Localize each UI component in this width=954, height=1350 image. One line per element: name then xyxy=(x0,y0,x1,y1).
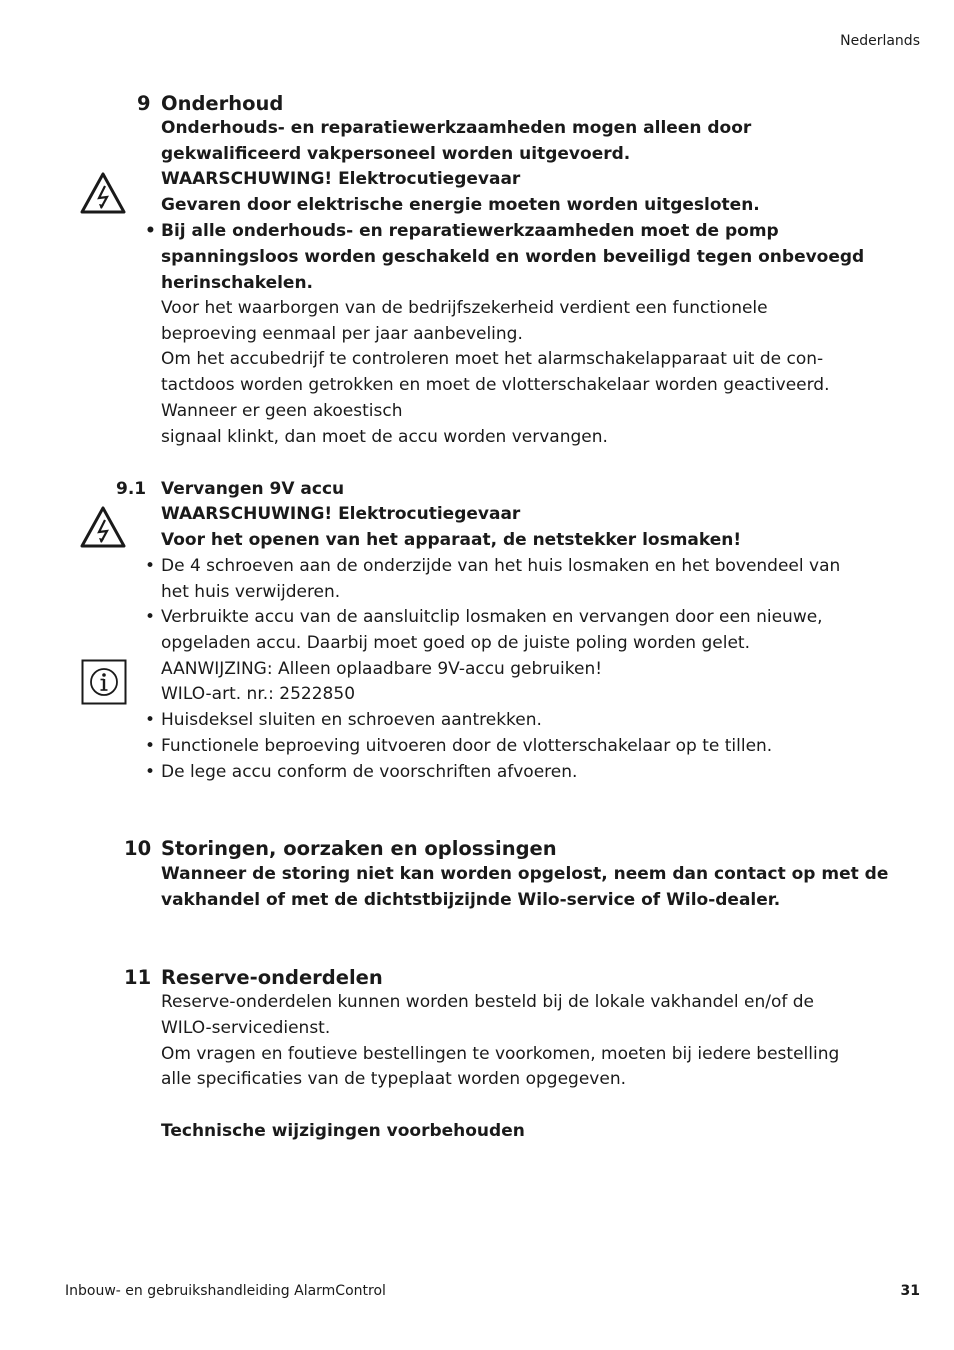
section-9-bullet: • xyxy=(145,221,156,241)
note-line-1: AANWIJZING: Alleen oplaadbare 9V-accu gebruiken! xyxy=(161,659,603,679)
section-9-warning-title: WAARSCHUWING! Elektrocutiegevaar xyxy=(161,169,521,189)
section-11-number: 11 xyxy=(124,966,152,989)
step-2-line-1: Verbruikte accu van de aansluitclip losmaken en vervangen door een nieuwe, xyxy=(161,607,823,627)
section-9-warning-text: Gevaren door elektrische energie moeten worden uitgesloten. xyxy=(161,195,760,215)
step-5-bullet: • xyxy=(145,762,156,782)
electrical-hazard-icon xyxy=(79,171,127,215)
section-9-body-line-4: tactdoos worden getrokken en moet de vlotterschakelaar worden geactiveerd. xyxy=(161,375,830,395)
section-9-bullet-line-1: Bij alle onderhouds- en reparatiewerkzaamheden moet de pomp xyxy=(161,221,779,241)
section-9-body-line-1: Voor het waarborgen van de bedrijfszekerheid verdient een functionele xyxy=(161,298,768,318)
step-4: Functionele beproeving uitvoeren door de vlotterschakelaar op te tillen. xyxy=(161,736,773,756)
step-3-bullet: • xyxy=(145,710,156,730)
section-9-body-line-5: Wanneer er geen akoestisch xyxy=(161,401,403,421)
note-line-2: WILO-art. nr.: 2522850 xyxy=(161,684,356,704)
section-9-1-title: Vervangen 9V accu xyxy=(161,479,345,499)
section-11-text-line-1: Reserve-onderdelen kunnen worden besteld bij de lokale vakhandel en/of de xyxy=(161,992,814,1012)
info-icon xyxy=(81,659,127,705)
section-9-1-warning-title: WAARSCHUWING! Elektrocutiegevaar xyxy=(161,504,521,524)
step-1-bullet: • xyxy=(145,556,156,576)
step-1-line-2: het huis verwijderen. xyxy=(161,582,341,602)
section-10-text-line-2: vakhandel of met de dichtstbijzijnde Wilo-service of Wilo-dealer. xyxy=(161,890,781,910)
electrical-hazard-icon xyxy=(79,505,127,549)
section-9-1-warning-text: Voor het openen van het apparaat, de netstekker losmaken! xyxy=(161,530,742,550)
section-9-bullet-line-3: herinschakelen. xyxy=(161,273,314,293)
step-5: De lege accu conform de voorschriften afvoeren. xyxy=(161,762,578,782)
section-11-text-line-2: WILO-servicedienst. xyxy=(161,1018,331,1038)
step-1-line-1: De 4 schroeven aan de onderzijde van het huis losmaken en het bovendeel van xyxy=(161,556,841,576)
section-10-number: 10 xyxy=(124,837,152,860)
section-10-title: Storingen, oorzaken en oplossingen xyxy=(161,837,557,860)
section-9-intro-line-1: Onderhouds- en reparatiewerkzaamheden mogen alleen door xyxy=(161,118,752,138)
page-number: 31 xyxy=(900,1283,920,1299)
section-9-body-line-3: Om het accubedrijf te controleren moet het alarmschakelapparaat uit de con- xyxy=(161,349,824,369)
header-language: Nederlands xyxy=(840,33,920,49)
section-11-text-line-4: alle specificaties van de typeplaat worden opgegeven. xyxy=(161,1069,627,1089)
section-9-intro-line-2: gekwalificeerd vakpersoneel worden uitgevoerd. xyxy=(161,144,631,164)
section-11-title: Reserve-onderdelen xyxy=(161,966,383,989)
step-3: Huisdeksel sluiten en schroeven aantrekken. xyxy=(161,710,542,730)
step-2-line-2: opgeladen accu. Daarbij moet goed op de juiste poling worden gelet. xyxy=(161,633,750,653)
footer-manual-title: Inbouw- en gebruikshandleiding AlarmControl xyxy=(65,1283,386,1299)
section-10-text-line-1: Wanneer de storing niet kan worden opgelost, neem dan contact op met de xyxy=(161,864,889,884)
step-4-bullet: • xyxy=(145,736,156,756)
step-2-bullet: • xyxy=(145,607,156,627)
section-9-body-line-2: beproeving eenmaal per jaar aanbeveling. xyxy=(161,324,523,344)
section-9-number: 9 xyxy=(137,92,151,115)
section-9-body-line-6: signaal klinkt, dan moet de accu worden vervangen. xyxy=(161,427,608,447)
section-11-text-line-3: Om vragen en foutieve bestellingen te voorkomen, moeten bij iedere bestelling xyxy=(161,1044,840,1064)
section-9-1-number: 9.1 xyxy=(116,479,147,499)
section-9-bullet-line-2: spanningsloos worden geschakeld en worden beveiligd tegen onbevoegd xyxy=(161,247,865,267)
technical-changes-note: Technische wijzigingen voorbehouden xyxy=(161,1121,525,1141)
section-9-title: Onderhoud xyxy=(161,92,284,115)
